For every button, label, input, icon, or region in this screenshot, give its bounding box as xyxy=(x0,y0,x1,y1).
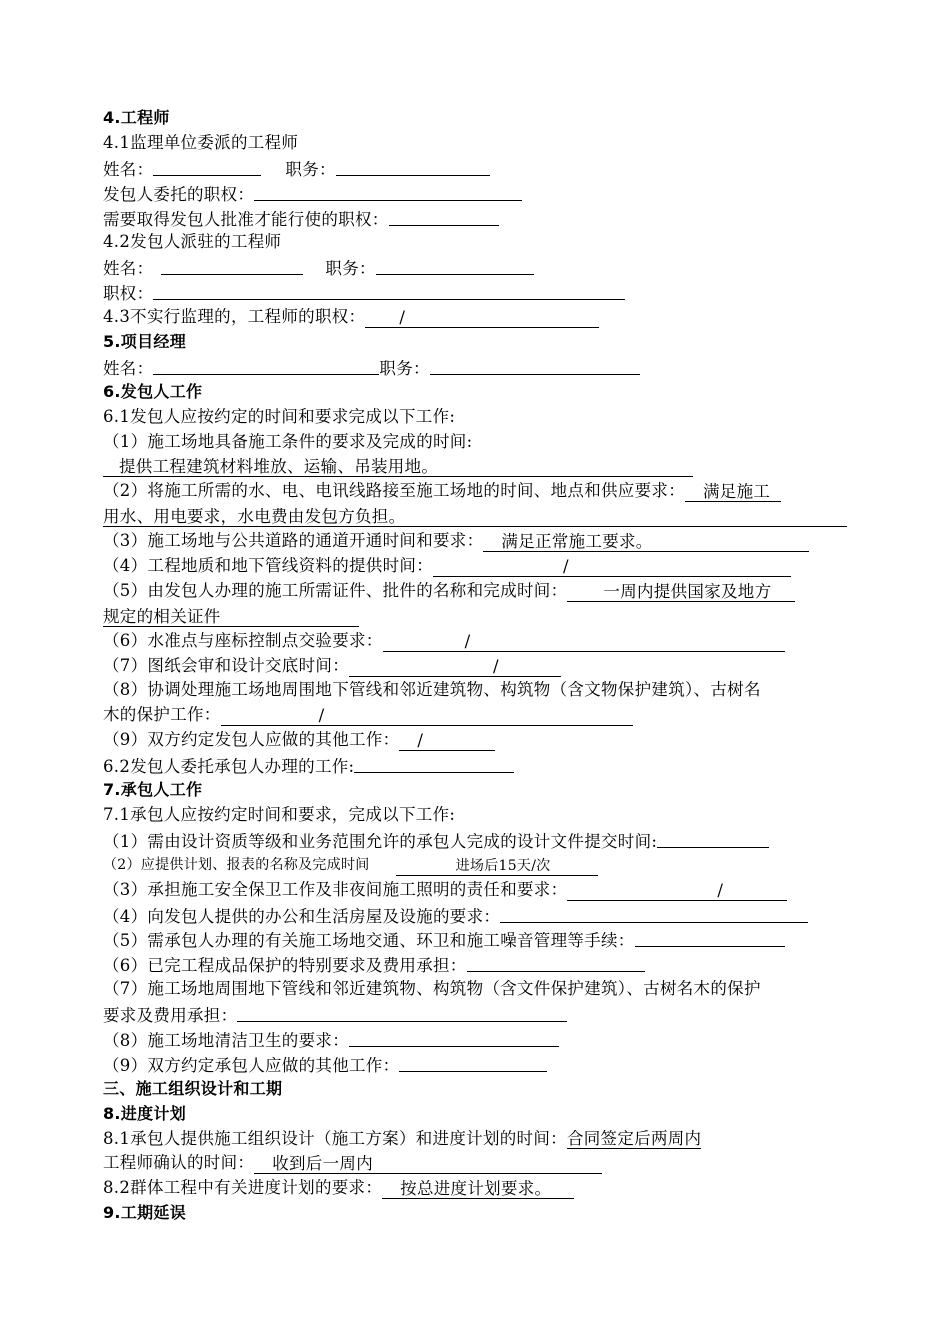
value-6-1-2a: 满足施工 xyxy=(703,482,771,502)
line-6-1-3 xyxy=(103,529,863,554)
label-4-3: 4.3不实行监理的，工程师的职权： xyxy=(103,307,366,327)
field-6-1-1 xyxy=(103,458,693,477)
field-8-2 xyxy=(382,1180,574,1199)
label-7-1-6: （6）已完工程成品保护的特别要求及费用承担： xyxy=(103,956,467,976)
field-blank xyxy=(376,256,534,275)
label-post: 职务： xyxy=(285,159,336,179)
field-6-1-5b xyxy=(103,608,359,627)
field-7-1-3 xyxy=(567,882,787,901)
label-7-1-3: （3）承担施工安全保卫工作及非夜间施工照明的责任和要求： xyxy=(103,879,568,899)
field-blank xyxy=(389,207,499,226)
field-7-1-2 xyxy=(396,857,598,876)
field-6-1-8 xyxy=(221,707,633,726)
line-7-1-7-cont xyxy=(103,1002,863,1027)
value-6-1-2b: 用水、用电要求，水电费由发包方负担。 xyxy=(103,507,406,527)
value-6-1-5b: 规定的相关证件 xyxy=(103,606,221,626)
field-blank xyxy=(161,256,303,275)
label-need-approve: 需要取得发包人批准才能行使的职权： xyxy=(103,209,389,229)
field-blank xyxy=(237,1003,567,1022)
label-name: 姓名： xyxy=(103,159,154,179)
field-6-1-2a xyxy=(685,483,781,502)
line-7-1-2 xyxy=(103,853,863,878)
value-6-1-8: / xyxy=(318,706,325,726)
label-post: 职务： xyxy=(379,358,430,378)
label-6-1-6: （6）水准点与座标控制点交验要求： xyxy=(103,630,383,650)
line-4-1: 4.1监理单位委派的工程师 xyxy=(103,132,299,152)
field-6-1-6 xyxy=(383,633,785,652)
label-7-1-9: （9）双方约定承包人应做的其他工作： xyxy=(103,1055,400,1075)
line-5-name-post xyxy=(103,355,863,380)
line-7-1-3 xyxy=(103,878,863,903)
line-8-1 xyxy=(103,1127,863,1152)
line-6-1-6 xyxy=(103,629,863,654)
line-4-2-name-post xyxy=(103,255,863,280)
line-8-2 xyxy=(103,1176,863,1201)
label-6-1-7: （7）图纸会审和设计交底时间： xyxy=(103,655,349,675)
value-7-1-2: 进场后15天/次 xyxy=(455,857,551,874)
line-7-1-1 xyxy=(103,828,863,853)
line-6-1-8-cont xyxy=(103,703,863,728)
field-6-1-9 xyxy=(399,732,495,751)
value-7-1-3: / xyxy=(717,880,724,900)
value-8-1: 合同签定后两周内 xyxy=(566,1128,702,1148)
field-blank xyxy=(657,829,769,848)
label-auth: 发包人委托的职权： xyxy=(103,184,255,204)
field-blank xyxy=(467,953,645,972)
field-6-1-3 xyxy=(483,533,809,552)
line-4-3 xyxy=(103,305,863,330)
chapter-3-title: 三、施工组织设计和工期 xyxy=(103,1078,283,1098)
field-blank xyxy=(430,356,640,375)
line-6-1-2-cont xyxy=(103,504,863,529)
field-6-1-2b xyxy=(103,508,847,527)
line-7-1-6 xyxy=(103,952,863,977)
value-6-1-1: 提供工程建筑材料堆放、运输、吊装用地。 xyxy=(119,457,439,477)
label-6-1-5: （5）由发包人办理的施工所需证件、批件的名称和完成时间： xyxy=(103,580,568,600)
line-6-1-4 xyxy=(103,554,863,579)
field-blank xyxy=(153,157,261,176)
field-blank xyxy=(500,904,808,923)
line-4-1-name-post xyxy=(103,156,863,181)
line-6-1-5-cont xyxy=(103,604,863,629)
field-blank xyxy=(336,157,490,176)
line-6-1: 6.1发包人应按约定的时间和要求完成以下工作: xyxy=(103,406,456,426)
label-7-1-8: （8）施工场地清洁卫生的要求： xyxy=(103,1030,349,1050)
line-7-1-8 xyxy=(103,1027,863,1052)
line-6-2 xyxy=(103,753,863,778)
field-6-1-5a xyxy=(567,583,795,602)
field-6-1-7 xyxy=(349,658,561,677)
line-6-1-1: （1）施工场地具备施工条件的要求及完成的时间: xyxy=(103,431,473,451)
label-7-1-7b: 要求及费用承担： xyxy=(103,1006,238,1026)
line-6-1-2 xyxy=(103,479,863,504)
field-blank xyxy=(153,281,625,300)
label-7-1-1: （1）需由设计资质等级和业务范围允许的承包人完成的设计文件提交时间: xyxy=(103,831,658,851)
line-7-1-9 xyxy=(103,1052,863,1077)
line-7-1-7: （7）施工场地周围地下管线和邻近建筑物、构筑物（含文件保护建筑）、古树名木的保护 xyxy=(103,979,761,999)
value-6-1-3: 满足正常施工要求。 xyxy=(501,532,653,552)
line-6-1-5 xyxy=(103,579,863,604)
label-confirm: 工程师确认的时间： xyxy=(103,1153,255,1173)
field-6-1-4 xyxy=(433,558,791,577)
section-5-title: 5.项目经理 xyxy=(103,332,187,352)
contract-page xyxy=(103,106,863,1226)
label-6-1-3: （3）施工场地与公共道路的通道开通时间和要求： xyxy=(103,531,484,551)
field-confirm xyxy=(254,1155,602,1174)
label-post: 职务： xyxy=(325,259,376,279)
field-blank xyxy=(399,1053,547,1072)
value-6-1-7: / xyxy=(493,656,499,676)
label-7-1-5: （5）需承包人办理的有关施工场地交通、环卫和施工噪音管理等手续： xyxy=(103,931,635,951)
line-4-2: 4.2发包人派驻的工程师 xyxy=(103,232,282,252)
line-4-2-power xyxy=(103,280,863,305)
label-power: 职权： xyxy=(103,284,154,304)
section-4-title: 4.工程师 xyxy=(103,108,170,127)
label-name: 姓名： xyxy=(103,358,154,378)
section-6-title: 6.发包人工作 xyxy=(103,381,203,401)
line-4-1-approve xyxy=(103,206,863,231)
field-4-3 xyxy=(365,309,599,328)
value-6-1-5a: 一周内提供国家及地方 xyxy=(603,581,772,601)
line-8-1-confirm xyxy=(103,1151,863,1176)
section-9-title: 9.工期延误 xyxy=(103,1203,187,1223)
line-7-1-4 xyxy=(103,903,863,928)
label-8-2: 8.2群体工程中有关进度计划的要求： xyxy=(103,1178,383,1198)
section-8-title: 8.进度计划 xyxy=(103,1103,187,1123)
label-6-1-9: （9）双方约定发包人应做的其他工作： xyxy=(103,730,400,750)
value-8-2: 按总进度计划要求。 xyxy=(400,1179,552,1199)
label-6-1-2: （2）将施工所需的水、电、电讯线路接至施工场地的时间、地点和供应要求： xyxy=(103,481,685,501)
field-blank xyxy=(354,754,514,773)
line-7-1: 7.1承包人应按约定时间和要求，完成以下工作: xyxy=(103,804,456,824)
field-blank xyxy=(635,928,785,947)
value-4-3: / xyxy=(399,308,406,328)
field-blank xyxy=(153,356,379,375)
field-blank xyxy=(254,182,522,201)
line-6-1-8: （8）协调处理施工场地周围地下管线和邻近建筑物、构筑物（含文物保护建筑）、古树名 xyxy=(103,680,761,700)
value-confirm: 收到后一周内 xyxy=(272,1154,374,1174)
value-6-1-9: / xyxy=(417,731,424,751)
label-7-1-2: （2）应提供计划、报表的名称及完成时间 xyxy=(103,856,370,873)
label-6-1-8b: 木的保护工作： xyxy=(103,705,221,725)
label-7-1-4: （4）向发包人提供的办公和生活房屋及设施的要求： xyxy=(103,906,501,926)
label-6-2: 6.2发包人委托承包人办理的工作: xyxy=(103,757,355,777)
line-6-1-7 xyxy=(103,654,863,679)
line-4-1-auth xyxy=(103,181,863,206)
line-6-1-9 xyxy=(103,728,863,753)
label-8-1: 8.1承包人提供施工组织设计（施工方案）和进度计划的时间： xyxy=(103,1128,567,1148)
line-6-1-1-value xyxy=(103,454,863,479)
field-blank xyxy=(349,1028,559,1047)
line-7-1-5 xyxy=(103,927,863,952)
section-7-title: 7.承包人工作 xyxy=(103,780,203,800)
value-6-1-4: / xyxy=(563,557,569,577)
label-name: 姓名： xyxy=(103,259,154,279)
label-6-1-4: （4）工程地质和地下管线资料的提供时间： xyxy=(103,556,433,576)
value-6-1-6: / xyxy=(464,631,471,651)
